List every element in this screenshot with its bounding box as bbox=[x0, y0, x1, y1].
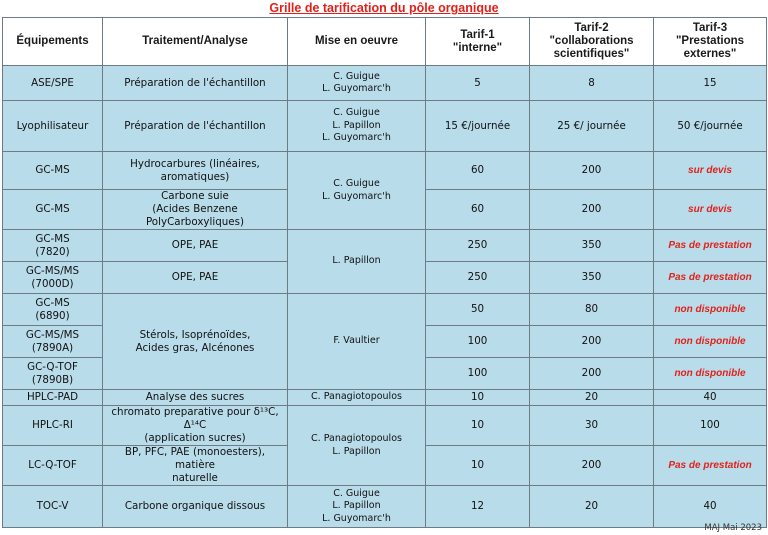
equipement-cell: LC-Q-TOF bbox=[3, 446, 103, 486]
traitement-cell: Carbone organique dissous bbox=[103, 486, 288, 528]
tarif-2-cell: 200 bbox=[530, 190, 654, 230]
table-row bbox=[3, 486, 767, 528]
table-row bbox=[3, 230, 767, 262]
tarif-1-cell: 12 bbox=[426, 486, 530, 528]
equipement-cell: GC-MS bbox=[3, 190, 103, 230]
tarif-1-cell: 100 bbox=[426, 326, 530, 358]
traitement-cell: chromato preparative pour δ¹³C, Δ¹⁴C (application sucres) bbox=[103, 406, 288, 446]
tarif-3-cell: 15 bbox=[654, 66, 767, 101]
traitement-cell: Analyse des sucres bbox=[103, 390, 288, 406]
tarif-3-cell: Pas de prestation bbox=[654, 446, 767, 486]
equipement-cell: TOC-V bbox=[3, 486, 103, 528]
tarif-3-cell: Pas de prestation bbox=[654, 230, 767, 262]
update-date: MAJ Mai 2023 bbox=[704, 523, 762, 533]
mise-en-oeuvre-cell: C. Panagiotopoulos L. Papillon bbox=[288, 406, 426, 486]
table-row bbox=[3, 66, 767, 101]
traitement-cell: Préparation de l'échantillon bbox=[103, 66, 288, 101]
tarif-3-cell: Pas de prestation bbox=[654, 262, 767, 294]
equipement-cell: GC-MS (7820) bbox=[3, 230, 103, 262]
traitement-cell: Préparation de l'échantillon bbox=[103, 101, 288, 152]
page-title: Grille de tarification du pôle organique bbox=[269, 1, 499, 15]
header-tarif-1: Tarif-1 "interne" bbox=[426, 18, 530, 66]
tarif-2-cell: 20 bbox=[530, 390, 654, 406]
tarif-1-cell: 60 bbox=[426, 190, 530, 230]
table-row bbox=[3, 152, 767, 190]
equipement-cell: Lyophilisateur bbox=[3, 101, 103, 152]
table-row bbox=[3, 406, 767, 446]
tarif-1-cell: 250 bbox=[426, 230, 530, 262]
traitement-cell: Hydrocarbures (linéaires, aromatiques) bbox=[103, 152, 288, 190]
header-tarif-2: Tarif-2 "collaborations scientifiques" bbox=[530, 18, 654, 66]
tarif-2-cell: 20 bbox=[530, 486, 654, 528]
equipement-cell: GC-MS bbox=[3, 152, 103, 190]
tarif-1-cell: 60 bbox=[426, 152, 530, 190]
tarif-2-cell: 200 bbox=[530, 152, 654, 190]
mise-en-oeuvre-cell: C. Panagiotopoulos bbox=[288, 390, 426, 406]
traitement-cell: Carbone suie (Acides Benzene PolyCarboxyliques) bbox=[103, 190, 288, 230]
tarif-2-cell: 350 bbox=[530, 262, 654, 294]
tarif-1-cell: 10 bbox=[426, 406, 530, 446]
tarif-3-cell: non disponible bbox=[654, 294, 767, 326]
equipement-cell: ASE/SPE bbox=[3, 66, 103, 101]
equipement-cell: GC-Q-TOF (7890B) bbox=[3, 358, 103, 390]
mise-en-oeuvre-cell: L. Papillon bbox=[288, 230, 426, 294]
tarif-2-cell: 200 bbox=[530, 326, 654, 358]
header-mise-en-oeuvre: Mise en oeuvre bbox=[288, 18, 426, 66]
tarif-2-cell: 350 bbox=[530, 230, 654, 262]
equipement-cell: GC-MS/MS (7000D) bbox=[3, 262, 103, 294]
mise-en-oeuvre-cell: C. Guigue L. Guyomarc'h bbox=[288, 152, 426, 230]
tarif-1-cell: 100 bbox=[426, 358, 530, 390]
tarif-1-cell: 15 €/journée bbox=[426, 101, 530, 152]
equipement-cell: GC-MS (6890) bbox=[3, 294, 103, 326]
tarif-2-cell: 200 bbox=[530, 446, 654, 486]
mise-en-oeuvre-cell: F. Vaultier bbox=[288, 294, 426, 390]
equipement-cell: HPLC-RI bbox=[3, 406, 103, 446]
header-tarif-3: Tarif-3 "Prestations externes" bbox=[654, 18, 767, 66]
traitement-cell: OPE, PAE bbox=[103, 230, 288, 262]
table-row bbox=[3, 294, 767, 326]
tarif-3-cell: sur devis bbox=[654, 190, 767, 230]
traitement-cell: BP, PFC, PAE (monoesters), matière naturelle bbox=[103, 446, 288, 486]
equipement-cell: HPLC-PAD bbox=[3, 390, 103, 406]
tarif-3-cell: non disponible bbox=[654, 326, 767, 358]
tarif-2-cell: 25 €/ journée bbox=[530, 101, 654, 152]
table-row bbox=[3, 390, 767, 406]
tarif-2-cell: 200 bbox=[530, 358, 654, 390]
tarif-1-cell: 250 bbox=[426, 262, 530, 294]
tarif-1-cell: 5 bbox=[426, 66, 530, 101]
tarif-1-cell: 50 bbox=[426, 294, 530, 326]
mise-en-oeuvre-cell: C. Guigue L. Papillon L. Guyomarc'h bbox=[288, 101, 426, 152]
tarif-3-cell: sur devis bbox=[654, 152, 767, 190]
tarif-3-cell: 40 bbox=[654, 486, 767, 528]
tarif-3-cell: non disponible bbox=[654, 358, 767, 390]
tarif-3-cell: 100 bbox=[654, 406, 767, 446]
equipement-cell: GC-MS/MS (7890A) bbox=[3, 326, 103, 358]
tarif-1-cell: 10 bbox=[426, 446, 530, 486]
table-row bbox=[3, 101, 767, 152]
header-equipements: Équipements bbox=[3, 18, 103, 66]
tarif-2-cell: 8 bbox=[530, 66, 654, 101]
header-traitement: Traitement/Analyse bbox=[103, 18, 288, 66]
tarif-2-cell: 30 bbox=[530, 406, 654, 446]
tarif-3-cell: 50 €/journée bbox=[654, 101, 767, 152]
traitement-cell: Stérols, Isoprénoïdes, Acides gras, Alcénones bbox=[103, 294, 288, 390]
tarif-2-cell: 80 bbox=[530, 294, 654, 326]
tarif-1-cell: 10 bbox=[426, 390, 530, 406]
mise-en-oeuvre-cell: C. Guigue L. Papillon L. Guyomarc'h bbox=[288, 486, 426, 528]
header-row bbox=[3, 18, 767, 66]
mise-en-oeuvre-cell: C. Guigue L. Guyomarc'h bbox=[288, 66, 426, 101]
pricing-table bbox=[2, 17, 767, 528]
traitement-cell: OPE, PAE bbox=[103, 262, 288, 294]
tarif-3-cell: 40 bbox=[654, 390, 767, 406]
